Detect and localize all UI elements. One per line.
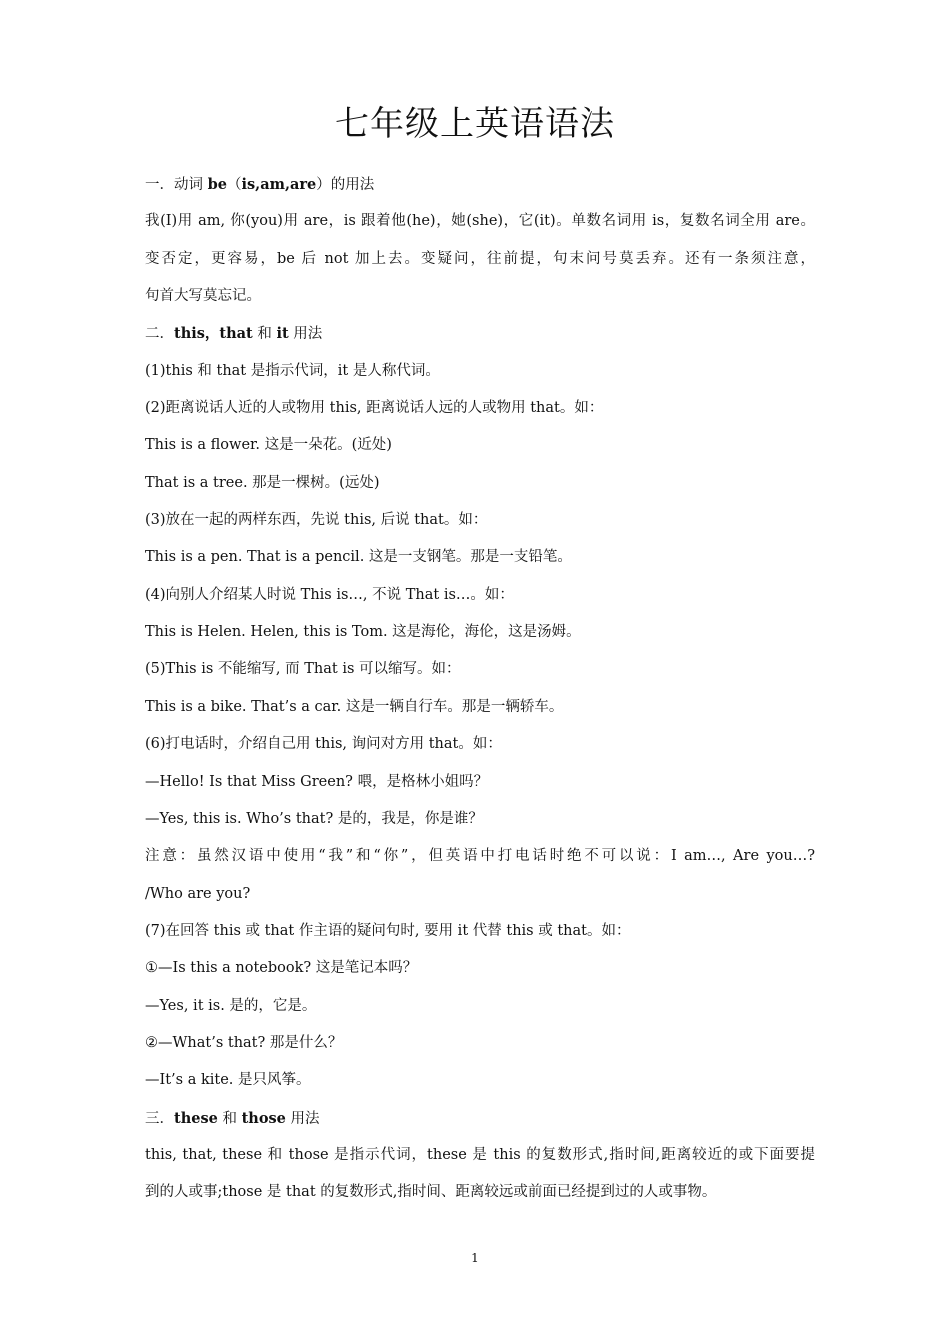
text-line xyxy=(145,278,815,315)
bold-text-run: that xyxy=(219,325,253,343)
text-run: 一．动词 xyxy=(145,177,208,193)
text-run: （ xyxy=(226,177,242,193)
text-run: That is a tree. 那是一棵树。(远处) xyxy=(145,474,380,491)
text-run: (4)向别人介绍某人时说 This is…, 不说 That is…。如： xyxy=(145,586,514,603)
text-line xyxy=(145,876,815,913)
text-line xyxy=(145,577,815,614)
bold-text-run: is,am,are xyxy=(241,176,317,193)
text-line xyxy=(145,838,815,875)
text-run: —Yes, it is. 是的，它是。 xyxy=(145,997,317,1014)
text-line xyxy=(145,427,815,464)
text-line xyxy=(145,689,815,726)
text-run: (5)This is 不能缩写, 而 That is 可以缩写。如： xyxy=(145,661,461,678)
bold-text-run: it xyxy=(276,325,289,343)
text-run: —Yes, this is. Who’s that? 是的，我是，你是谁？ xyxy=(145,810,483,827)
document-body xyxy=(145,166,815,1212)
text-line xyxy=(145,1137,815,1174)
text-run: This is a flower. 这是一朵花。(近处) xyxy=(145,437,392,454)
text-run: (2)距离说话人近的人或物用 this, 距离说话人远的人或物用 that。如： xyxy=(145,400,604,417)
text-run: 二． xyxy=(145,326,174,343)
text-line xyxy=(145,1025,815,1062)
bold-text-run: this xyxy=(174,325,205,343)
text-run: /Who are you? xyxy=(145,885,251,902)
text-run: This is Helen. Helen, this is Tom. 这是海伦，海伦，这是汤姆。 xyxy=(145,624,581,641)
text-line xyxy=(145,988,815,1025)
text-line xyxy=(145,913,815,950)
text-line xyxy=(145,1062,815,1099)
text-run: (7)在回答 this 或 that 作主语的疑问句时, 要用 it 代替 this 或 that。如： xyxy=(145,922,631,939)
text-run: 句首大写莫忘记。 xyxy=(145,288,261,305)
text-run: 和 xyxy=(217,1110,242,1127)
text-run: (3)放在一起的两样东西，先说 this, 后说 that。如： xyxy=(145,512,488,529)
text-line xyxy=(145,315,815,352)
text-run: This is a bike. That’s a car. 这是一辆自行车。那是一辆轿车。 xyxy=(145,698,564,715)
bold-text-run: be xyxy=(207,176,227,193)
text-run: ）的用法 xyxy=(316,177,375,193)
text-run: 用法 xyxy=(285,1110,320,1127)
page-number: 1 xyxy=(471,1251,479,1265)
text-line xyxy=(145,241,815,278)
text-run: —It’s a kite. 是只风筝。 xyxy=(145,1072,311,1089)
text-line xyxy=(145,801,815,838)
text-run: 三． xyxy=(145,1110,174,1127)
bold-text-run: those xyxy=(241,1109,286,1127)
text-line xyxy=(145,950,815,987)
document-title: 七年级上英语语法 xyxy=(335,104,615,144)
text-line xyxy=(145,539,815,576)
text-line xyxy=(145,1174,815,1211)
text-run: ②—What’s that? 那是什么？ xyxy=(145,1034,343,1051)
text-line xyxy=(145,502,815,539)
text-run: ①—Is this a notebook? 这是笔记本吗？ xyxy=(145,960,418,977)
text-line xyxy=(145,353,815,390)
text-run: this, that, these 和 those 是指示代词，these 是 this 的复数形式,指时间,距离较近的或下面要提 xyxy=(145,1146,815,1163)
text-line xyxy=(145,465,815,502)
text-line xyxy=(145,726,815,763)
text-line xyxy=(145,203,815,240)
text-run: 用法 xyxy=(288,326,323,343)
text-run: (6)打电话时，介绍自己用 this, 询问对方用 that。如： xyxy=(145,736,502,753)
text-line xyxy=(145,166,815,203)
text-run: (1)this 和 that 是指示代词，it 是人称代词。 xyxy=(145,362,440,379)
text-run: —Hello! Is that Miss Green? 喂，是格林小姐吗？ xyxy=(145,773,489,790)
text-run: This is a pen. That is a pencil. 这是一支钢笔。那是一支铅笔。 xyxy=(145,549,572,566)
bold-text-run: ， xyxy=(204,325,220,343)
text-run: 和 xyxy=(252,326,277,343)
text-run: 变否定，更容易，be 后 not 加上去。变疑问，往前提，句末问号莫丢弃。还有一条须注意， xyxy=(145,250,815,267)
text-line xyxy=(145,764,815,801)
text-line xyxy=(145,390,815,427)
text-line xyxy=(145,1100,815,1137)
bold-text-run: these xyxy=(174,1109,218,1127)
text-run: 我(I)用 am, 你(you)用 are，is 跟着他(he)，她(she)，它(it)。单数名词用 is，复数名词全用 are。 xyxy=(145,213,815,230)
text-line xyxy=(145,651,815,688)
text-run: 到的人或事;those 是 that 的复数形式,指时间、距离较远或前面已经提到过的人或事物。 xyxy=(145,1184,717,1201)
text-run: 注意：虽然汉语中使用“我”和“你”，但英语中打电话时绝不可以说：I am…, Are you…? xyxy=(145,848,815,865)
text-line xyxy=(145,614,815,651)
